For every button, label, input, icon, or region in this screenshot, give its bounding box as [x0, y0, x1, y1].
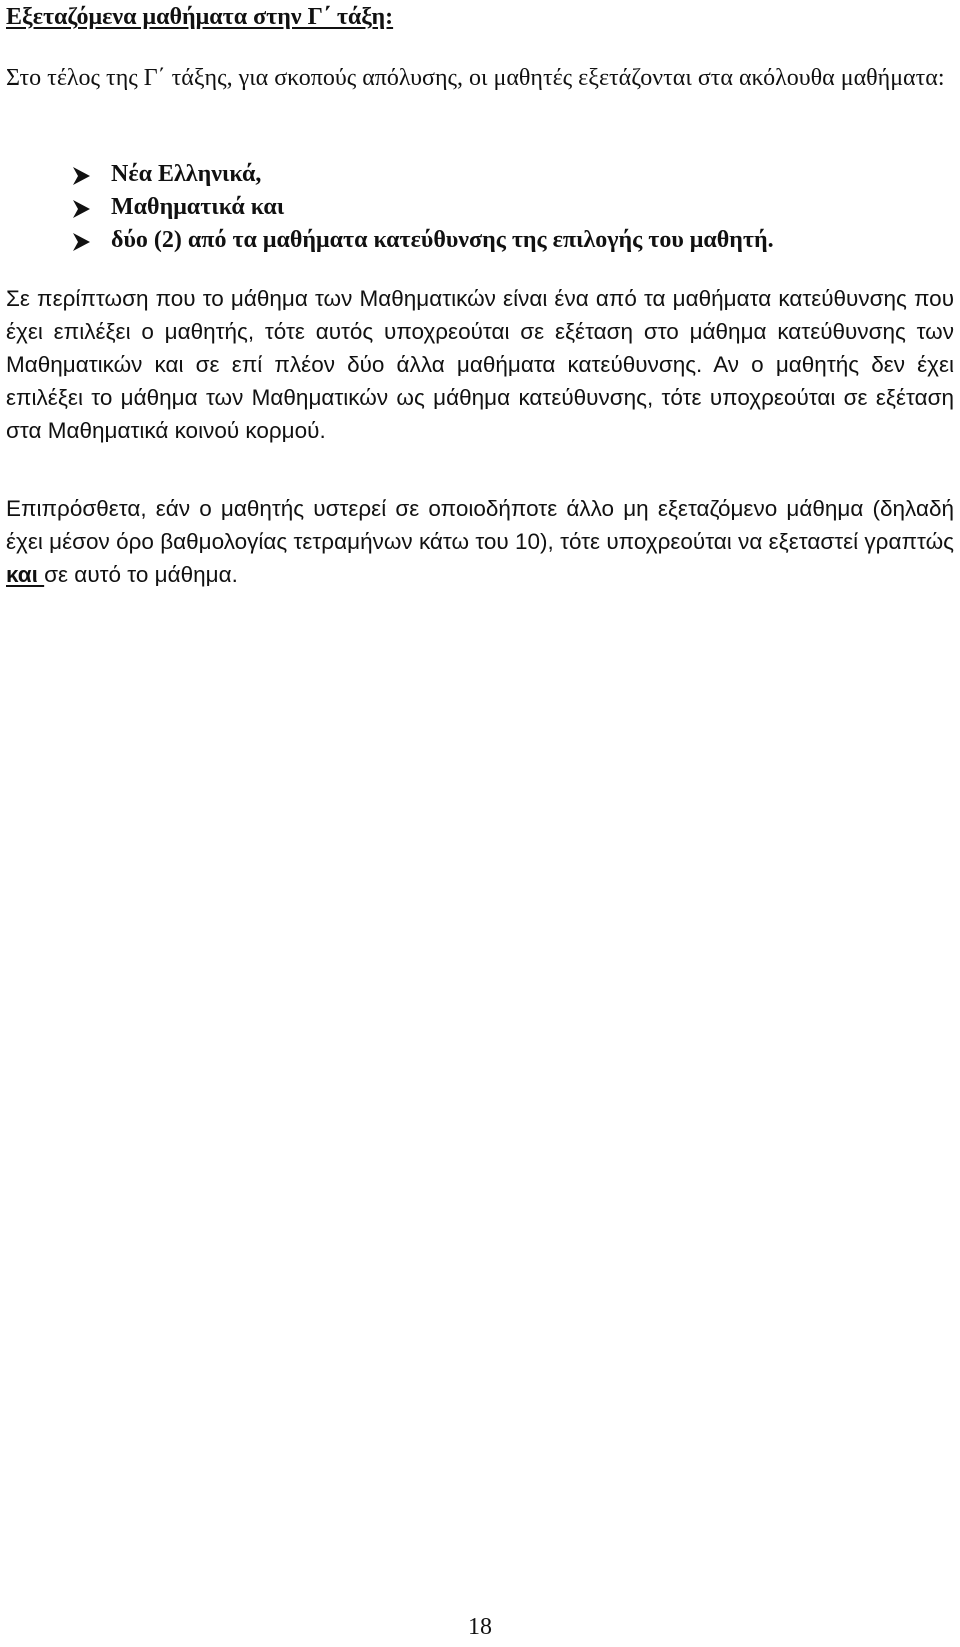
list-item — [70, 224, 774, 257]
section-heading: Εξεταζόμενα μαθήματα στην Γ΄ τάξη: — [6, 4, 394, 30]
arrowhead-bullet-icon — [70, 198, 92, 220]
arrowhead-bullet-icon — [70, 165, 92, 187]
emphasized-word: και — [6, 562, 45, 587]
exam-subjects-list — [70, 158, 774, 257]
paragraph-text-end: σε αυτό το μάθημα. — [44, 562, 238, 587]
intro-paragraph: Στο τέλος της Γ΄ τάξης, για σκοπούς απόλυσης, οι μαθητές εξετάζονται στα ακόλουθα μαθήματα: — [6, 65, 945, 91]
arrowhead-bullet-icon — [70, 231, 92, 253]
paragraph-text-start: Επιπρόσθετα, εάν ο μαθητής υστερεί σε οποιοδήποτε άλλο μη εξεταζόμενο μάθημα (δηλαδή έχει μέσον όρο βαθμολογίας τετραμήνων κάτω του 10), τότε υποχρεούται να εξεταστεί γραπτώς — [6, 496, 954, 554]
mathematics-rule-paragraph: Σε περίπτωση που το μάθημα των Μαθηματικών είναι ένα από τα μαθήματα κατεύθυνσης που έχει επιλέξει ο μαθητής, τότε αυτός υποχρεούται σε εξέταση στο μάθημα κατεύθυνσης των Μαθηματικών και σε επί πλέον δύο άλλα μαθήματα κατεύθυνσης. Αν ο μαθητής δεν έχει επιλέξει το μάθημα των Μαθηματικών ως μάθημα κατεύθυνσης, τότε υποχρεούται σε εξέταση στα Μαθηματικά κοινού κορμού. — [6, 286, 954, 443]
additional-exam-paragraph — [6, 492, 954, 591]
list-item-text: Μαθηματικά και — [111, 194, 285, 220]
list-item — [70, 191, 774, 224]
list-item — [70, 158, 774, 191]
page-number: 18 — [468, 1614, 492, 1640]
list-item-text: Νέα Ελληνικά, — [111, 161, 262, 187]
list-item-text: δύο (2) από τα μαθήματα κατεύθυνσης της επιλογής του μαθητή. — [111, 227, 774, 253]
